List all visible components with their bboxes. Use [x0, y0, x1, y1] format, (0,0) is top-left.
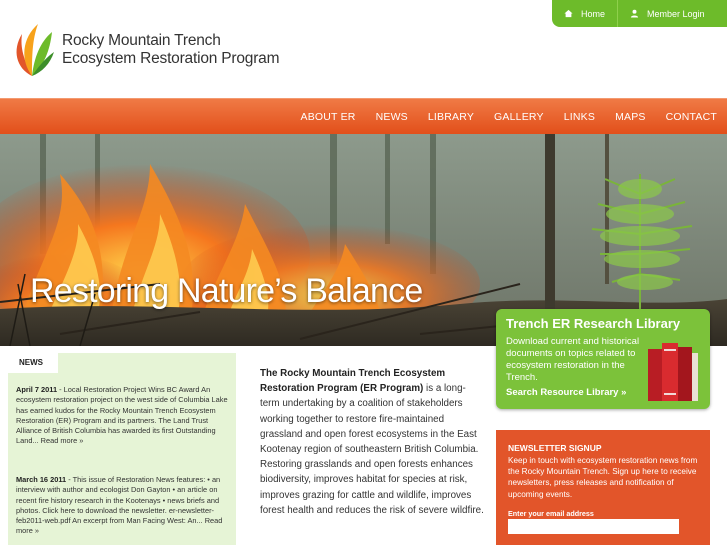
- main-navigation: [0, 98, 727, 134]
- news-item-text: - This issue of Restoration News features: • an interview with author and ecologist Don Gayton • an article on recent fire history research in the Kootenays • news briefs and photos. Click here to download the newsletter. er-newsletter-feb2011-web.pdf An excerpt from Man Facing West: An...: [16, 475, 221, 526]
- news-item-date: March 16 2011: [16, 475, 67, 484]
- research-library-panel[interactable]: [496, 309, 710, 409]
- nav-list: [290, 99, 727, 135]
- news-tab: [8, 353, 58, 373]
- intro-text: [260, 366, 485, 518]
- nav-item-library[interactable]: LIBRARY: [427, 111, 475, 123]
- nav-item-gallery[interactable]: GALLERY: [494, 111, 544, 123]
- news-item: [16, 385, 231, 447]
- books-icon: [642, 335, 702, 403]
- member-login-link[interactable]: [618, 0, 717, 27]
- leaf-logo-icon[interactable]: [10, 20, 54, 78]
- news-label: NEWS: [19, 358, 43, 367]
- news-item-text: - Local Restoration Project Wins BC Award An ecosystem restoration project on the west side of Columbia Lake has earned kudos for the Rocky Mountain Trench Ecosystem Restoration (ER) Program and its partners. The Land Trust Alliance of British Columbia has awarded its first Outstanding Land...: [16, 385, 228, 446]
- news-panel: [8, 353, 236, 545]
- news-item: [16, 475, 231, 537]
- nav-item-about[interactable]: ABOUT ER: [300, 111, 356, 123]
- search-resource-library-link[interactable]: Search Resource Library »: [506, 387, 627, 398]
- news-item-date: April 7 2011: [16, 385, 58, 394]
- email-field[interactable]: [508, 519, 679, 534]
- hero-title: Restoring Nature’s Balance: [30, 272, 423, 310]
- brand-line-1: Rocky Mountain Trench: [62, 32, 221, 49]
- research-library-description: Download current and historical documents on topics related to ecosystem restoration in the Trench.: [506, 336, 640, 383]
- user-icon: [630, 9, 639, 18]
- nav-item-contact[interactable]: CONTACT: [665, 111, 717, 123]
- brand-line-2: Ecosystem Restoration Program: [62, 50, 280, 67]
- read-more-link[interactable]: Read more »: [16, 516, 223, 536]
- nav-item-maps[interactable]: MAPS: [615, 111, 646, 123]
- email-label: Enter your email address: [508, 509, 594, 518]
- site-brand[interactable]: [62, 32, 279, 68]
- nav-item-links[interactable]: LINKS: [563, 111, 596, 123]
- nav-item-news[interactable]: NEWS: [375, 111, 408, 123]
- home-icon: [564, 9, 573, 18]
- newsletter-title: NEWSLETTER SIGNUP: [508, 443, 602, 453]
- newsletter-signup-panel: [496, 430, 710, 545]
- top-utility-bar: [552, 0, 727, 27]
- intro-body: is a long-term undertaking by a coalition of stakeholders working together to restore fire-maintained grassland and open forest ecosystems in the East Kootenay region of southeastern British Columbia. Restoring grasslands and open forests enhances biodiversity, improves habitat for species at risk, improves grazing for cattle and wildlife, improves forest health and reduces the risk of severe wildfire.: [260, 383, 484, 516]
- site-header: [0, 0, 727, 98]
- intro-bold: The Rocky Mountain Trench Ecosystem Restoration Program (ER Program): [260, 368, 446, 395]
- home-link-label: Home: [581, 8, 606, 19]
- member-login-label: Member Login: [647, 8, 705, 19]
- home-link[interactable]: [552, 0, 617, 27]
- read-more-link[interactable]: Read more »: [40, 436, 84, 446]
- newsletter-description: Keep in touch with ecosystem restoration news from the Rocky Mountain Trench. Sign up here to receive newsletters, press releases and notification of upcoming events.: [508, 456, 698, 499]
- research-library-title: Trench ER Research Library: [506, 316, 681, 331]
